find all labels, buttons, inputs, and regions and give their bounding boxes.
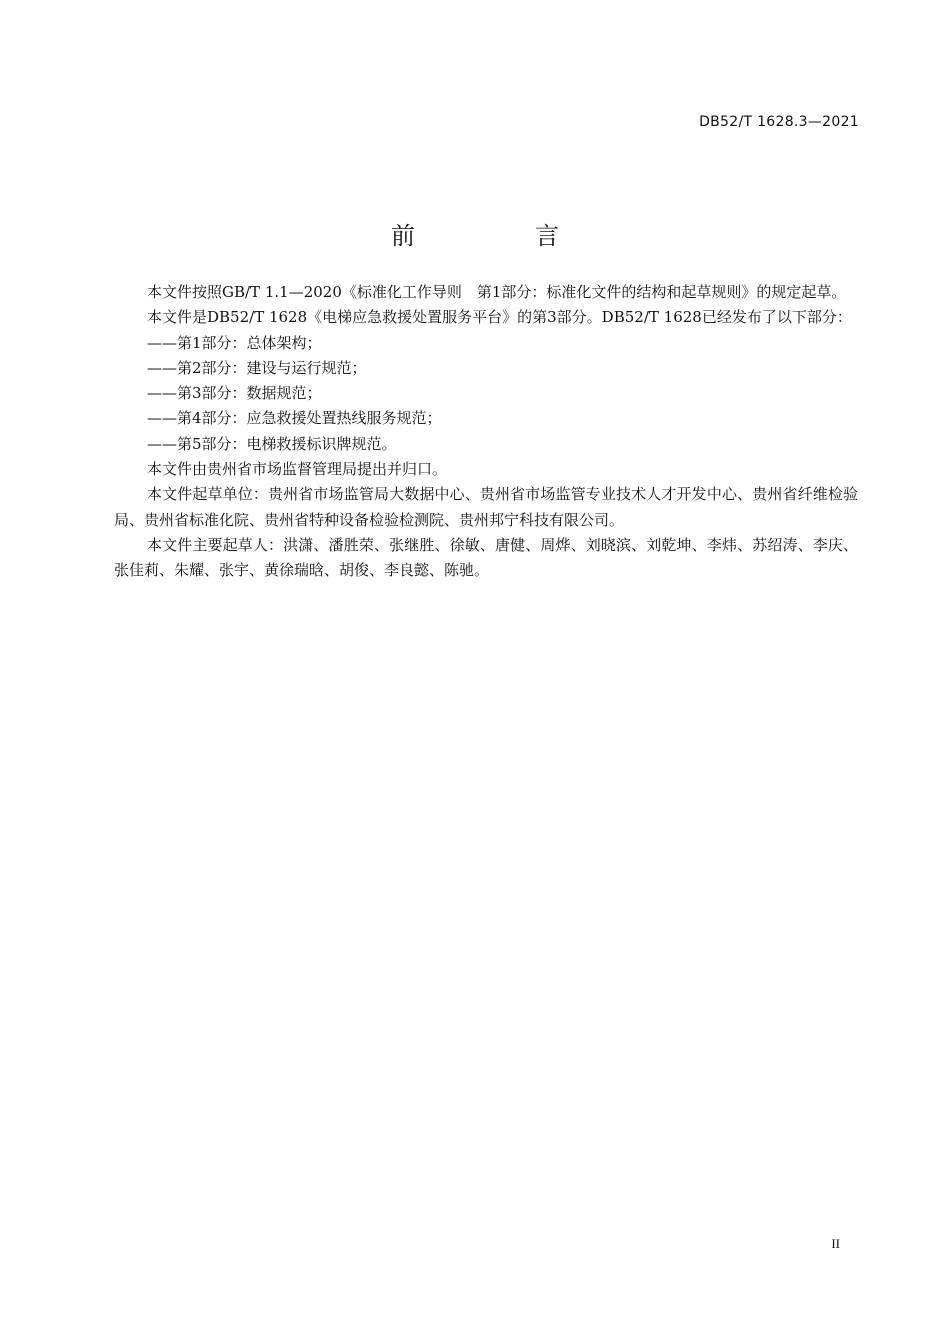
paragraph-series-intro: 本文件是DB52/T 1628《电梯应急救援处置服务平台》的第3部分。DB52/T 1628已经发布了以下部分： [147, 308, 852, 327]
list-item-part-1: ——第1部分：总体架构； [147, 333, 322, 352]
section-title: 前 言 [391, 222, 607, 251]
list-item-part-5: ——第5部分：电梯救援标识牌规范。 [147, 434, 397, 453]
document-code: DB52/T 1628.3—2021 [699, 114, 859, 130]
paragraph-drafting-units: 本文件起草单位：贵州省市场监管局大数据中心、贵州省市场监管专业技术人才开发中心、贵州省纤维检验局、贵州省标准化院、贵州省特种设备检验检测院、贵州邦宁科技有限公司。 [114, 485, 858, 529]
paragraph-drafting-rules: 本文件按照GB/T 1.1—2020《标准化工作导则 第1部分：标准化文件的结构和起草规则》的规定起草。 [147, 283, 847, 301]
list-item-part-2: ——第2部分：建设与运行规范； [147, 358, 367, 377]
list-item-part-3: ——第3部分：数据规范； [147, 384, 322, 403]
list-item-part-4: ——第4部分：应急救援处置热线服务规范； [147, 409, 442, 428]
foreword-body [114, 280, 858, 584]
paragraph-proposer: 本文件由贵州省市场监督管理局提出并归口。 [147, 460, 448, 479]
paragraph-drafters: 本文件主要起草人：洪潇、潘胜荣、张继胜、徐敏、唐健、周烨、刘晓滨、刘乾坤、李炜、苏绍涛、李庆、张佳莉、朱耀、张宇、黄徐瑞晗、胡俊、李良懿、陈驰。 [114, 535, 858, 580]
page-number: II [831, 1236, 840, 1251]
